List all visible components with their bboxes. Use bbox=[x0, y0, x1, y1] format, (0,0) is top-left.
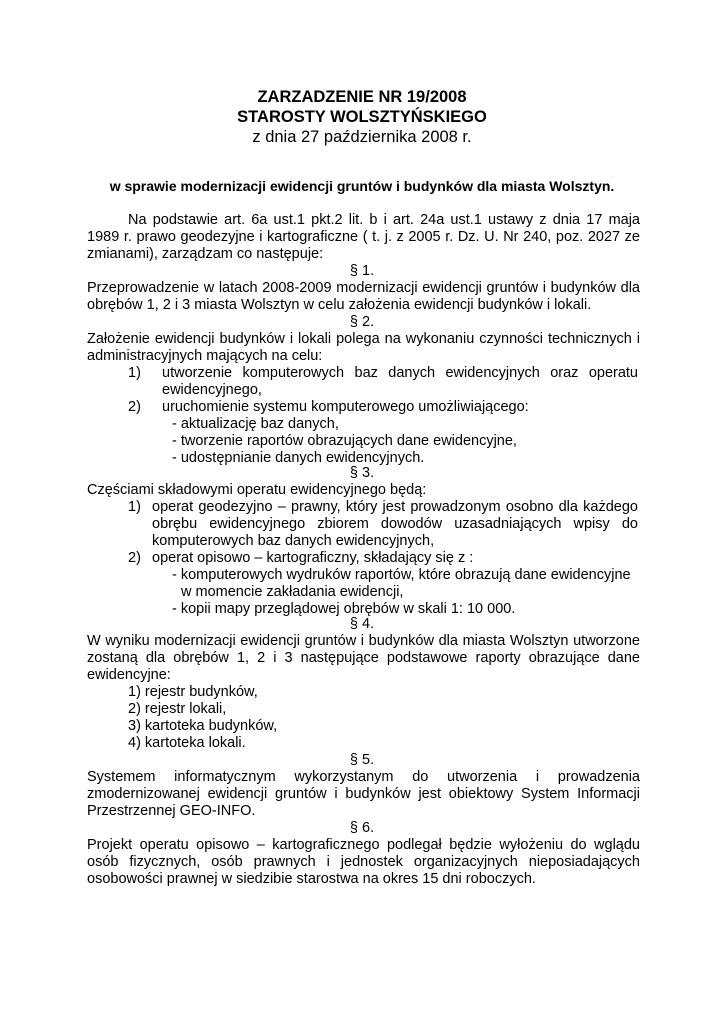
section-4-list-item: 2) rejestr lokali, bbox=[128, 701, 227, 717]
section-3-dash-item-continued: w momencie zakładania ewidencji, bbox=[181, 584, 404, 600]
section-1-text: Przeprowadzenie w latach 2008-2009 modernizacji ewidencji gruntów i budynków dla obrębów 1, 2 i 3 miasta Wolsztyn w celu założenia ewidencji budynków i lokali. bbox=[87, 280, 640, 313]
section-3-item-1-number: 1) bbox=[128, 499, 141, 515]
section-3-mark: § 3. bbox=[349, 465, 375, 481]
section-2-item-2-text: uruchomienie systemu komputerowego umożliwiającego: bbox=[162, 399, 529, 415]
section-3-item-2-text: operat opisowo – kartograficzny, składający się z : bbox=[152, 550, 474, 566]
section-2-mark: § 2. bbox=[349, 314, 375, 330]
section-4-list-item: 4) kartoteka lokali. bbox=[128, 735, 246, 751]
section-2-item-2-number: 2) bbox=[128, 399, 141, 415]
section-2-item-1-number: 1) bbox=[128, 365, 141, 381]
section-2-dash-item: - udostępnianie danych ewidencyjnych. bbox=[172, 450, 425, 466]
document-subject: w sprawie modernizacji ewidencji gruntów i budynków dla miasta Wolsztyn. bbox=[109, 178, 615, 194]
section-3-item-2-number: 2) bbox=[128, 550, 141, 566]
section-5-text: Systemem informatycznym wykorzystanym do utworzenia i prowadzenia zmodernizowanej ewidencji gruntów i budynków jest obiektowy System Informacji Przestrzennej GEO-INFO. bbox=[87, 769, 640, 819]
section-2-dash-item: - aktualizację baz danych, bbox=[172, 416, 339, 432]
section-1-mark: § 1. bbox=[349, 263, 375, 279]
section-3-dash-item: - kopii mapy przeglądowej obrębów w skali 1: 10 000. bbox=[172, 601, 516, 617]
section-4-mark: § 4. bbox=[349, 616, 375, 632]
section-5-mark: § 5. bbox=[349, 752, 375, 768]
document-title-line2: STAROSTY WOLSZTYŃSKIEGO bbox=[237, 108, 487, 126]
section-3-intro: Częściami składowymi operatu ewidencyjnego będą: bbox=[87, 482, 427, 498]
section-2-item-1-line-2: ewidencyjnego, bbox=[162, 382, 262, 398]
section-4-list-item: 3) kartoteka budynków, bbox=[128, 718, 278, 734]
section-4-text: W wyniku modernizacji ewidencji gruntów i budynków dla miasta Wolsztyn utworzone zostaną dla obrębów 1, 2 i 3 następujące podstawowe raporty obrazujące dane ewidencyjne: bbox=[87, 633, 640, 683]
section-6-text: Projekt operatu opisowo – kartograficznego podlegał będzie wyłożeniu do wglądu osób fizycznych, osób prawnych i jednostek organizacyjnych nieposiadających osobowości prawnej w siedzibie starostwa na okres 15 dni roboczych. bbox=[87, 837, 640, 887]
section-2-dash-item: - tworzenie raportów obrazujących dane ewidencyjne, bbox=[172, 433, 517, 449]
document-title-line1: ZARZADZENIE NR 19/2008 bbox=[257, 88, 467, 106]
section-3-item-1-line-3: komputerowych baz danych ewidencyjnych, bbox=[152, 533, 435, 549]
section-4-list-item: 1) rejestr budynków, bbox=[128, 684, 258, 700]
preamble-paragraph: Na podstawie art. 6a ust.1 pkt.2 lit. b i art. 24a ust.1 ustawy z dnia 17 maja 1989 r. prawo geodezyjne i kartograficzne ( t. j. z 2005 r. Dz. U. Nr 240, poz. 2027 ze zmianami), zarządzam co następuje: bbox=[87, 212, 640, 262]
section-3-dash-item: - komputerowych wydruków raportów, które obrazują dane ewidencyjne bbox=[172, 567, 631, 583]
section-3-item-1-line-1: operat geodezyjno – prawny, który jest prowadzonym osobno dla każdego bbox=[152, 499, 638, 515]
section-3-item-1-line-2: obrębu ewidencyjnego zbiorem dowodów uzasadniających wpisy do bbox=[152, 516, 638, 532]
section-2-item-1-line-1: utworzenie komputerowych baz danych ewidencyjnych oraz operatu bbox=[162, 365, 638, 381]
section-6-mark: § 6. bbox=[349, 820, 375, 836]
document-date: z dnia 27 października 2008 r. bbox=[252, 128, 472, 146]
section-2-text: Założenie ewidencji budynków i lokali polega na wykonaniu czynności technicznych i administracyjnych mających na celu: bbox=[87, 331, 640, 364]
